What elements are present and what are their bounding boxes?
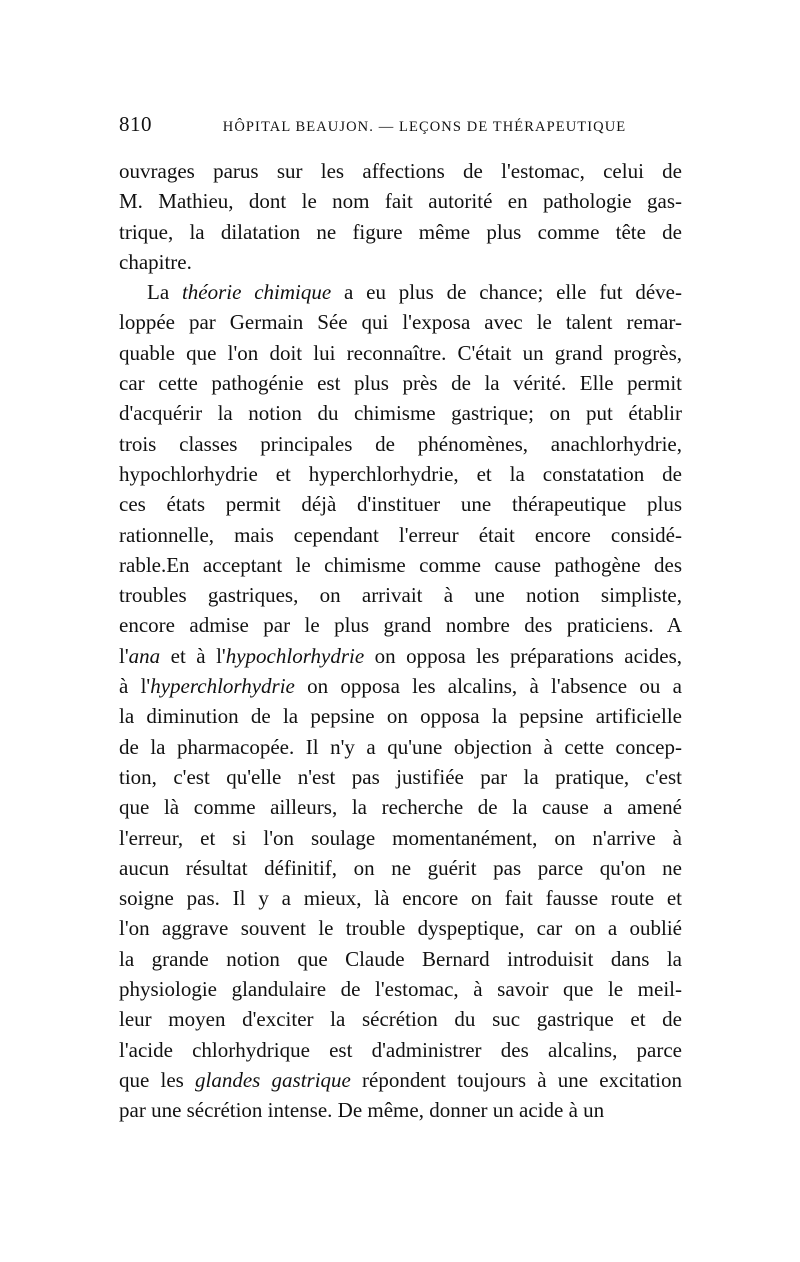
text-run: et à l' (160, 643, 226, 668)
text-line (119, 368, 682, 398)
text-line (119, 429, 682, 459)
text-line (119, 974, 682, 1004)
text-line (119, 701, 682, 731)
text-run: la grande notion que Claude Bernard introduisit dans la (119, 946, 682, 971)
text-run: on opposa les préparations acides, (364, 643, 682, 668)
text-line (119, 580, 682, 610)
text-run: de la pharmacopée. Il n'y a qu'une objection à cette concep- (119, 734, 682, 759)
text-run: trois classes principales de phénomènes, anachlorhydrie, (119, 431, 682, 456)
paragraph (119, 277, 682, 1125)
text-line (119, 823, 682, 853)
text-line (119, 247, 682, 277)
running-title: HÔPITAL BEAUJON. — LEÇONS DE THÉRAPEUTIQUE (222, 119, 627, 135)
text-line (119, 520, 682, 550)
page-number: 810 (119, 112, 152, 136)
text-line (119, 1065, 682, 1095)
text-line (119, 732, 682, 762)
text-line (119, 1035, 682, 1065)
text-line (119, 944, 682, 974)
text-run: ouvrages parus sur les affections de l'estomac, celui de (119, 159, 682, 183)
text-run: La (147, 280, 182, 305)
text-run: troubles gastriques, on arrivait à une notion simpliste, (119, 583, 682, 608)
text-run: que les (119, 1067, 196, 1092)
text-line (119, 610, 682, 640)
body-text (119, 156, 682, 1126)
text-run: que là comme ailleurs, la recherche de la cause a amené (119, 795, 682, 820)
text-line (119, 641, 682, 671)
text-run: soigne pas. Il y a mieux, là encore on fait fausse route et (119, 886, 682, 911)
text-run: répondent toujours à une excitation (350, 1067, 682, 1092)
text-run: l'on aggrave souvent le trouble dyspeptique, car on a oublié (119, 916, 682, 941)
italic-run: théorie chimique (181, 280, 332, 305)
text-run: physiologie glandulaire de l'estomac, à savoir que le meil- (119, 977, 682, 1002)
text-line (119, 1095, 682, 1125)
book-page (119, 112, 682, 1126)
text-line (119, 550, 682, 580)
text-run: l'acide chlorhydrique est d'administrer des alcalins, parce (119, 1037, 682, 1062)
text-line (119, 277, 682, 307)
text-run: trique, la dilatation ne figure même plus comme tête de (119, 219, 682, 244)
text-line (119, 671, 682, 701)
text-line (119, 853, 682, 883)
text-run: rationnelle, mais cependant l'erreur était encore considé- (119, 522, 682, 547)
running-head (119, 112, 682, 142)
text-run: hypochlorhydrie et hyperchlorhydrie, et la constatation de (119, 461, 682, 486)
italic-run: glandes gastrique (195, 1067, 351, 1092)
text-line (119, 883, 682, 913)
text-line (119, 338, 682, 368)
text-run: par une sécrétion intense. De même, donner un acide à un (119, 1098, 605, 1123)
text-run: a eu plus de chance; elle fut déve- (331, 280, 682, 305)
italic-run: hypochlorhydrie (225, 643, 365, 668)
text-line (119, 762, 682, 792)
text-run: à l' (119, 674, 151, 699)
text-line (119, 307, 682, 337)
text-run: leur moyen d'exciter la sécrétion du suc gastrique et de (119, 1007, 682, 1032)
text-run: M. Mathieu, dont le nom fait autorité en pathologie gas- (119, 189, 682, 214)
text-line (119, 1004, 682, 1034)
text-run: quable que l'on doit lui reconnaître. C'était un grand progrès, (119, 340, 682, 365)
text-run: car cette pathogénie est plus près de la vérité. Elle permit (119, 371, 682, 396)
text-run: la diminution de la pepsine on opposa la pepsine artificielle (119, 704, 682, 729)
italic-run: hyperchlorhydrie (150, 674, 295, 699)
text-run: chapitre. (119, 249, 192, 274)
text-line (119, 459, 682, 489)
paragraph (119, 156, 682, 277)
text-line (119, 217, 682, 247)
text-run: d'acquérir la notion du chimisme gastrique; on put établir (119, 401, 682, 426)
text-line (119, 913, 682, 943)
text-line (119, 186, 682, 216)
text-run: l'erreur, et si l'on soulage momentanément, on n'arrive à (119, 825, 682, 850)
italic-run: ana (128, 643, 161, 668)
text-run: tion, c'est qu'elle n'est pas justifiée par la pratique, c'est (119, 764, 682, 789)
text-run: encore admise par le plus grand nombre des praticiens. A (119, 613, 682, 638)
text-run: rable.En acceptant le chimisme comme cause pathogène des (119, 552, 682, 577)
text-line (119, 398, 682, 428)
text-run: loppée par Germain Sée qui l'exposa avec le talent remar- (119, 310, 682, 335)
text-line (119, 489, 682, 519)
text-run: l' (119, 643, 129, 668)
text-line (119, 156, 682, 186)
text-run: on opposa les alcalins, à l'absence ou a (294, 674, 682, 699)
text-run: ces états permit déjà d'instituer une thérapeutique plus (119, 492, 682, 517)
text-run: aucun résultat définitif, on ne guérit pas parce qu'on ne (119, 855, 682, 880)
text-line (119, 792, 682, 822)
